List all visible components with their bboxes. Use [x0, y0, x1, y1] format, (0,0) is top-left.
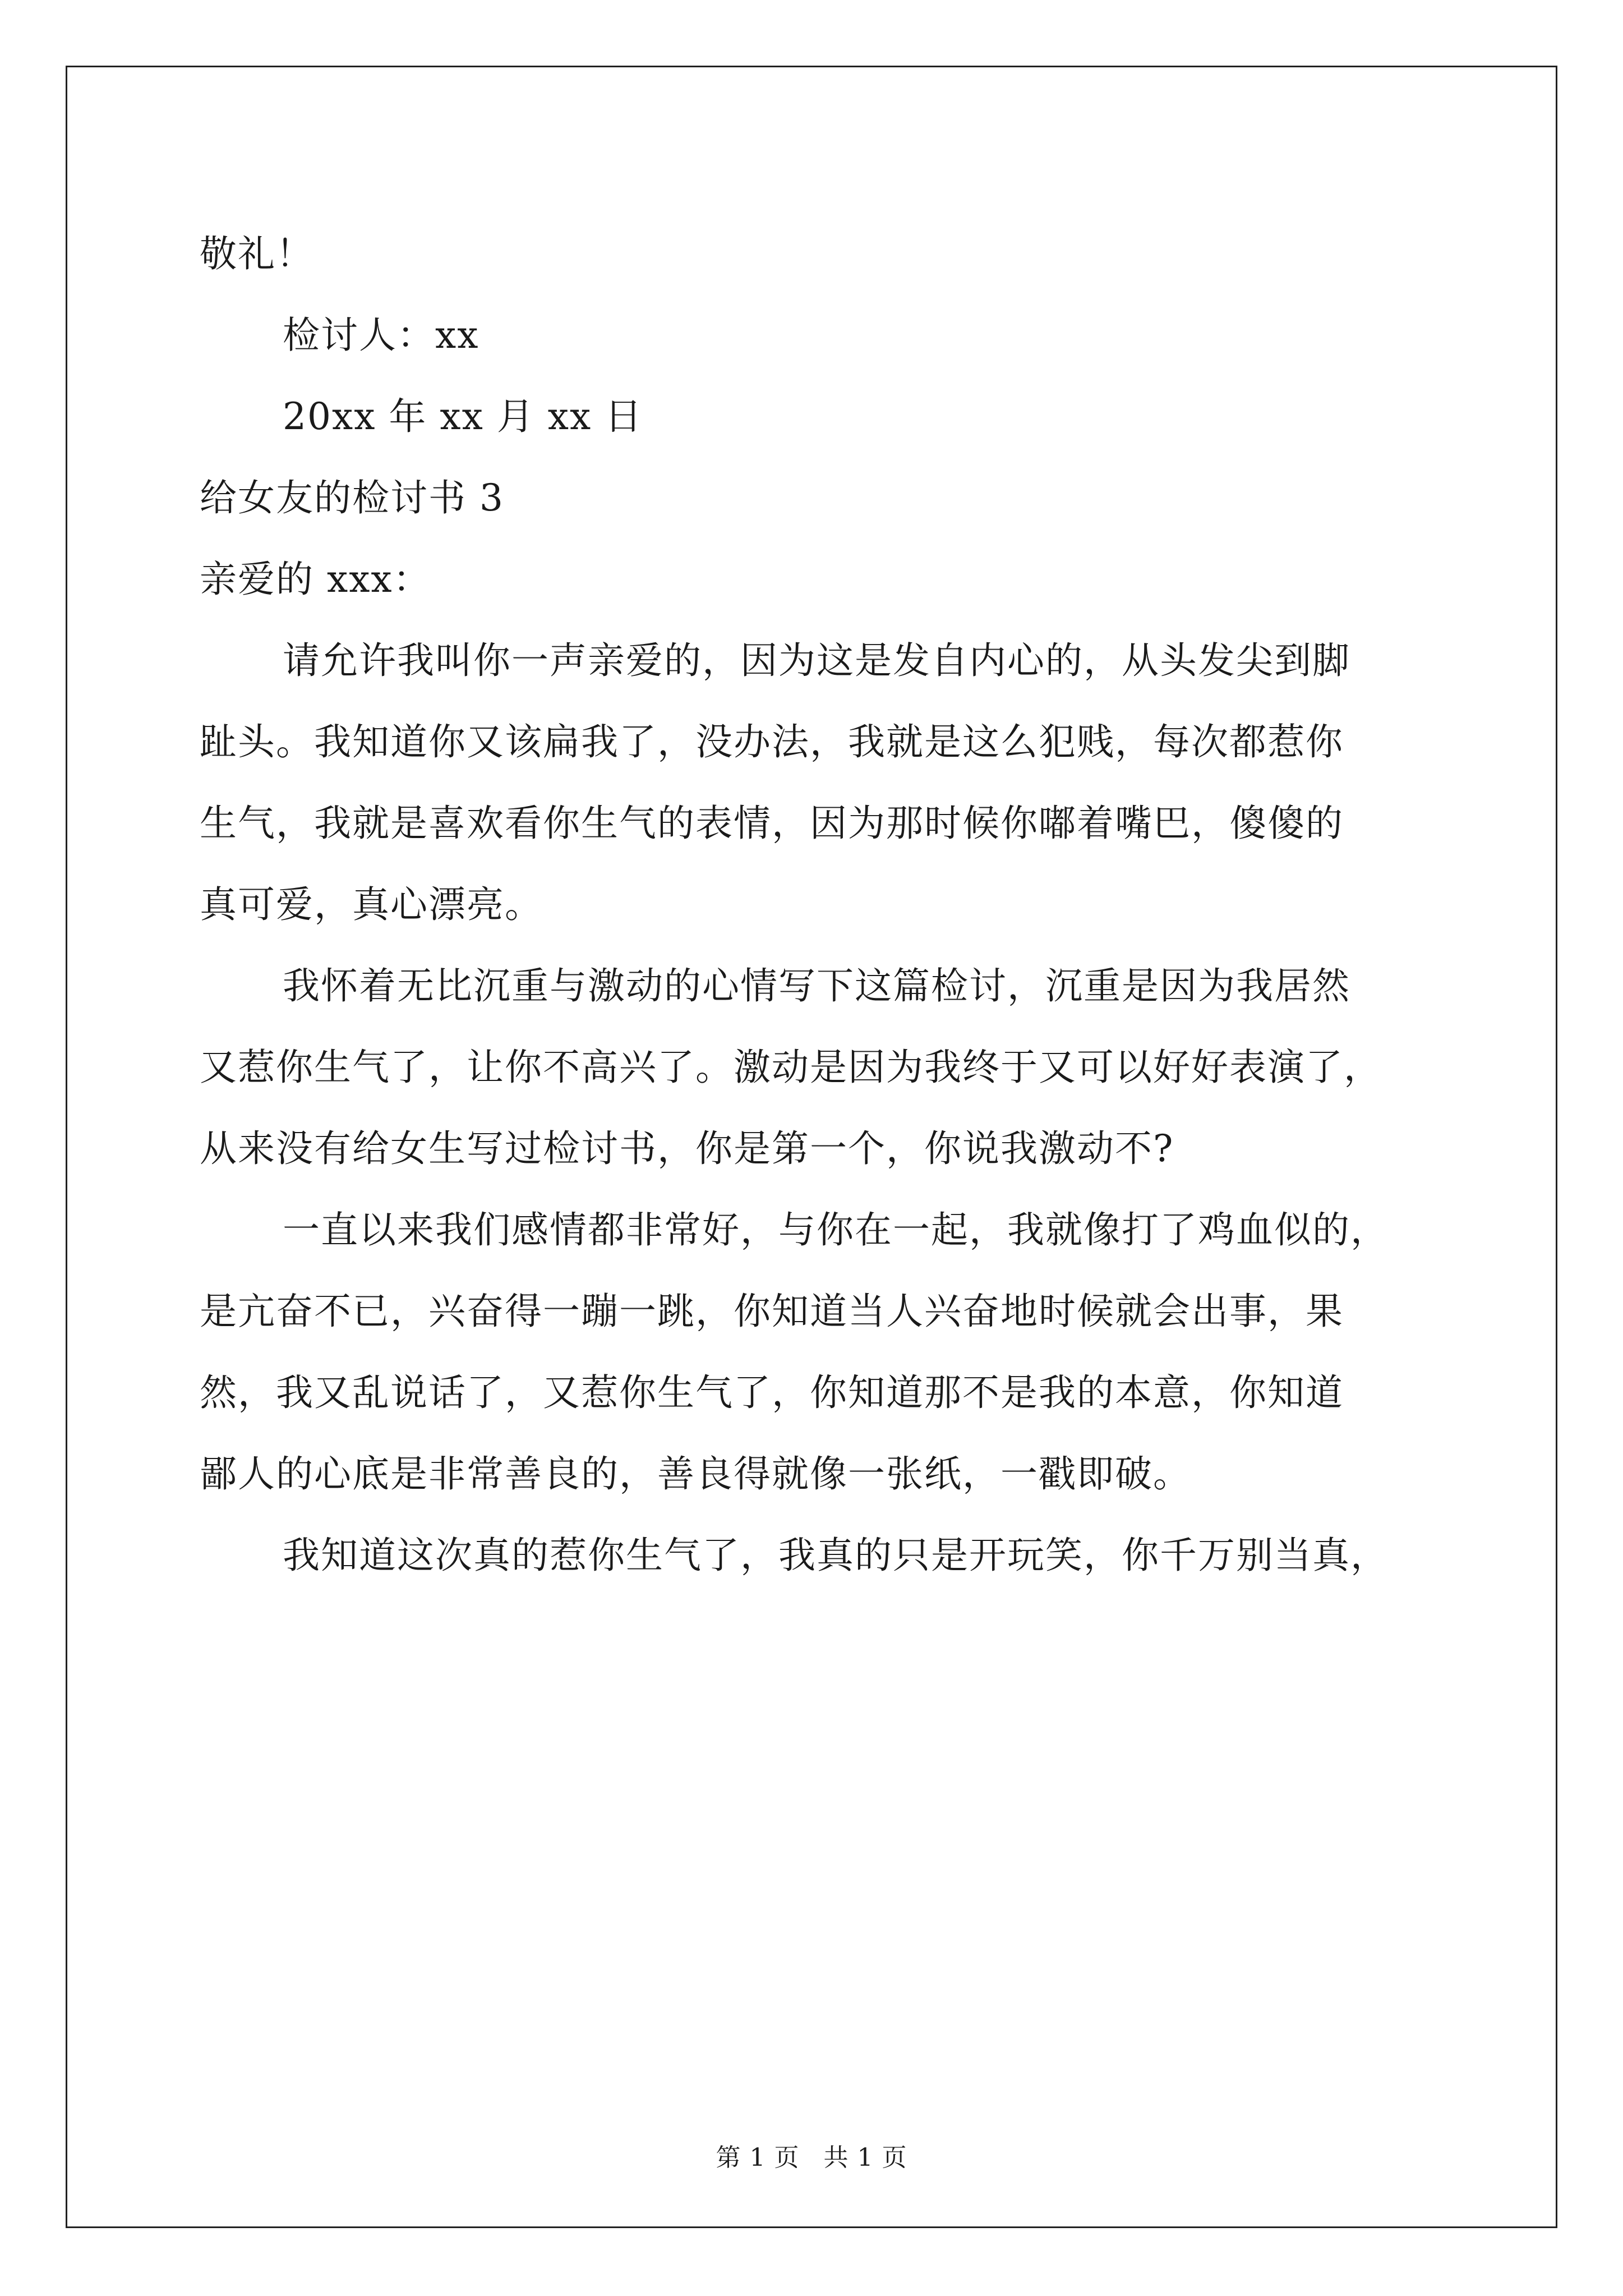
- page-total: 共 1 页: [823, 2143, 907, 2172]
- paragraph-2: [200, 945, 1433, 1189]
- date-line: 20xx 年 xx 月 xx 日: [283, 395, 643, 438]
- closing-salute: 敬礼！: [200, 232, 314, 275]
- paragraph-line: 真可爱，真心漂亮。: [200, 883, 543, 926]
- paragraph-line: 生气，我就是喜欢看你生气的表情，因为那时候你嘟着嘴巴，傻傻的: [200, 802, 1344, 845]
- section-title: 给女友的检讨书 3: [200, 476, 504, 519]
- paragraph-3: [200, 1189, 1433, 1515]
- paragraph-1: [200, 620, 1433, 945]
- salutation: 亲爱的 xxx：: [200, 558, 431, 601]
- paragraph-line: 是亢奋不已，兴奋得一蹦一跳，你知道当人兴奋地时候就会出事，果: [200, 1290, 1344, 1333]
- document-body: [200, 213, 1433, 1596]
- signer-line: 检讨人：xx: [283, 314, 479, 357]
- paragraph-line: 我怀着无比沉重与激动的心情写下这篇检讨，沉重是因为我居然: [283, 964, 1350, 1007]
- paragraph-4: [200, 1515, 1433, 1596]
- paragraph-line: 我知道这次真的惹你生气了，我真的只是开玩笑，你千万别当真，: [283, 1534, 1389, 1577]
- paragraph-line: 鄙人的心底是非常善良的，善良得就像一张纸，一戳即破。: [200, 1452, 1191, 1496]
- paragraph-line: 一直以来我们感情都非常好，与你在一起，我就像打了鸡血似的，: [283, 1208, 1389, 1251]
- paragraph-line: 然，我又乱说话了，又惹你生气了，你知道那不是我的本意，你知道: [200, 1371, 1344, 1414]
- paragraph-line: 趾头。我知道你又该扁我了，没办法，我就是这么犯贱，每次都惹你: [200, 720, 1344, 763]
- paragraph-line: 从来没有给女生写过检讨书，你是第一个，你说我激动不?: [200, 1127, 1174, 1170]
- page-number: 第 1 页: [716, 2143, 800, 2172]
- paragraph-line: 请允许我叫你一声亲爱的，因为这是发自内心的，从头发尖到脚: [283, 639, 1350, 682]
- paragraph-line: 又惹你生气了，让你不高兴了。激动是因为我终于又可以好好表演了，: [200, 1046, 1382, 1089]
- page-footer: [0, 2137, 1623, 2173]
